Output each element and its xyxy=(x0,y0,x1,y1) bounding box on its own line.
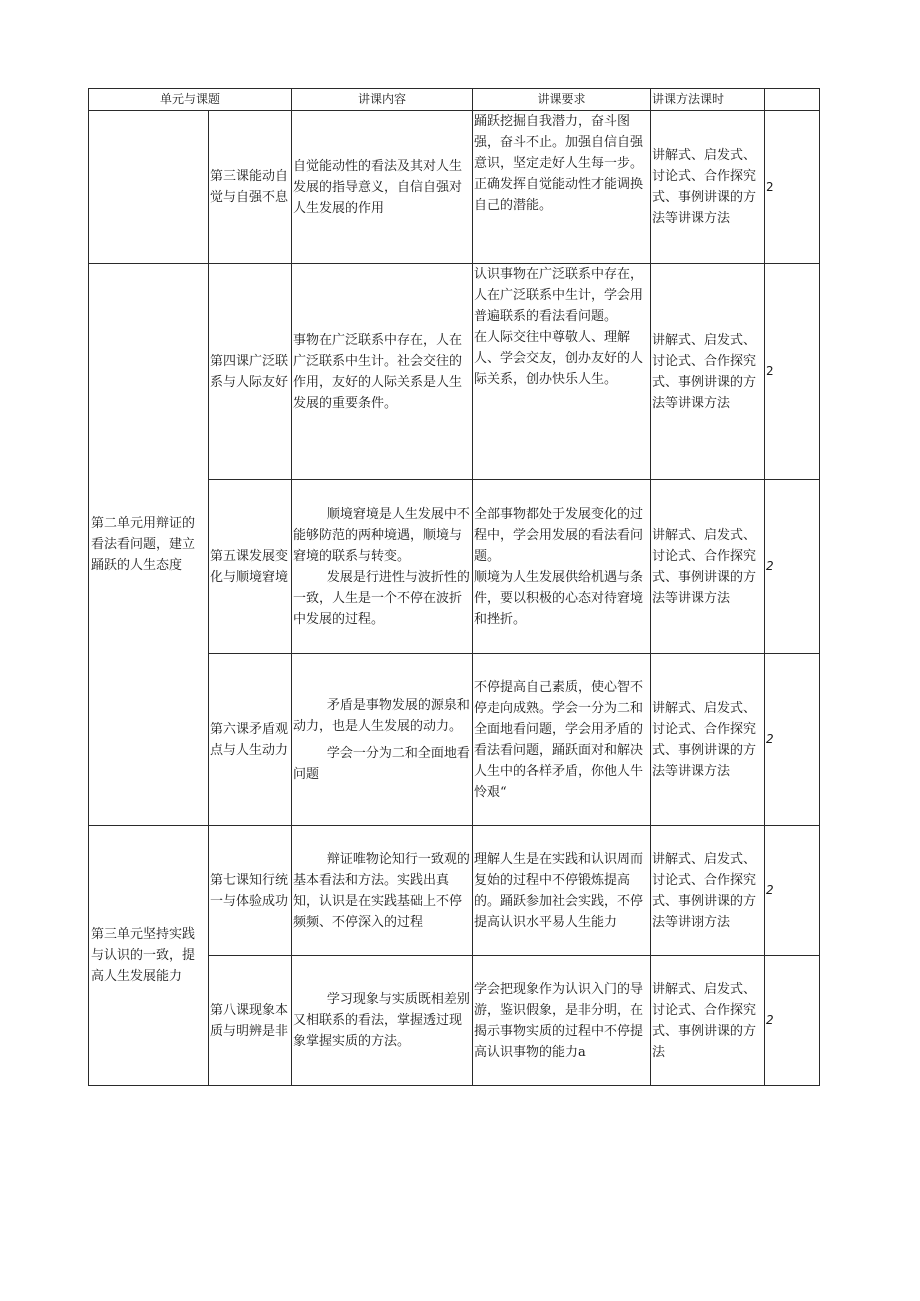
content-cell xyxy=(292,264,473,480)
hours-cell: 2 xyxy=(765,654,820,826)
requirement-paragraph: 不停提高自己素质，使心智不停走向成熟。学会一分为二和全面地看问题，学会用矛盾的看法看问题，踊跃面对和解决人生中的各样矛盾，你他人牛怜艰“ xyxy=(474,679,644,800)
content-cell xyxy=(292,480,473,654)
content-paragraph: 发展是行进性与波折性的一致，人生是一个不停在波折中发展的过程。 xyxy=(293,569,470,627)
requirement-cell xyxy=(473,654,651,826)
requirement-paragraph: 踊跃挖掘自我潜力，奋斗图强，奋斗不止。加强自信自强意识，坚定走好人生每一步。正确发挥自觉能动性才能调换自己的潜能。 xyxy=(474,114,644,213)
content-cell xyxy=(292,654,473,826)
method-cell: 讲解式、启发式、讨论式、合作探究式、事例讲课的方法等讲课方法 xyxy=(651,654,765,826)
requirement-cell xyxy=(473,956,651,1086)
lesson-title: 第六课矛盾观点与人生动力 xyxy=(209,654,292,826)
method-cell: 讲解式、启发式、讨论式、合作探究式、事例讲课的方法等讲课方法 xyxy=(651,111,765,264)
hours-cell: 2 xyxy=(765,956,820,1086)
table-row xyxy=(89,826,820,956)
hours-cell: 2 xyxy=(765,264,820,480)
content-paragraph: 辩证唯物论知行一致观的基本看法和方法。实践出真知，认识是在实践基础上不停频频、不停深入的过程 xyxy=(293,851,470,930)
header-content: 讲课内容 xyxy=(292,89,473,111)
content-cell xyxy=(292,111,473,264)
method-cell: 讲解式、启发式、讨论式、合作探究式、事例讲课的方法等讲课方法 xyxy=(651,264,765,480)
requirement-paragraph: 理解人生是在实践和认识周而复始的过程中不停锻炼提高的。踊跃参加社会实践，不停提高认识水平易人生能力 xyxy=(474,851,644,930)
header-method: 讲课方法课时 xyxy=(651,89,765,111)
content-paragraph: 学习现象与实质既相差别又相联系的看法，掌握透过现象掌握实质的方法。 xyxy=(293,992,470,1049)
lesson-title: 第四课广泛联系与人际友好 xyxy=(209,264,292,480)
requirement-paragraph: 学会把现象作为认识入门的导游，鉴识假象，是非分明，在揭示事物实质的过程中不停提高认识事物的能力a xyxy=(474,981,644,1060)
table-row xyxy=(89,264,820,480)
content-paragraph: 矛盾是事物发展的源泉和动力，也是人生发展的动力。 xyxy=(293,697,470,734)
content-paragraph: 自觉能动性的看法及其对人生发展的指导意义，自信自强对人生发展的作用 xyxy=(293,158,463,216)
method-cell: 讲解式、启发式、讨论式、合作探究式、事例讲课的方法 xyxy=(651,956,765,1086)
lesson-title: 第三课能动自觉与自强不息 xyxy=(209,111,292,264)
content-cell xyxy=(292,826,473,956)
content-cell xyxy=(292,956,473,1086)
header-row xyxy=(89,89,820,111)
syllabus-table xyxy=(88,88,820,1086)
requirement-cell xyxy=(473,826,651,956)
unit-cell-empty xyxy=(89,111,209,264)
table-row xyxy=(89,111,820,264)
hours-cell: 2 xyxy=(765,826,820,956)
requirement-paragraph: 在人际交往中尊敬人、理解人、学会交友，创办友好的人际关系，创办快乐人生。 xyxy=(474,330,644,387)
header-requirement: 讲课要求 xyxy=(473,89,651,111)
content-paragraph: 顺境窘境是人生发展中不能够防范的两种境遇，顺境与窘境的联系与转变。 xyxy=(293,506,470,564)
hours-cell: 2 xyxy=(765,480,820,654)
requirement-cell xyxy=(473,111,651,264)
content-paragraph: 事物在广泛联系中存在，人在广泛联系中生计。社会交往的作用，友好的人际关系是人生发展的重要条件。 xyxy=(293,332,463,411)
unit-title: 第二单元用辩证的看法看问题，建立踊跃的人生态度 xyxy=(89,264,209,826)
method-cell: 讲解式、启发式、讨论式、合作探究式、事例讲课的方法等讲诩方法 xyxy=(651,826,765,956)
unit-title: 第三单元坚持实践与认识的一致，提高人生发展能力 xyxy=(89,826,209,1086)
requirement-cell xyxy=(473,480,651,654)
requirement-paragraph: 顺境为人生发展供给机遇与条件，要以积极的心态对待窘境和挫折。 xyxy=(474,569,644,627)
header-unit: 单元与课题 xyxy=(89,89,292,111)
hours-cell: 2 xyxy=(765,111,820,264)
lesson-title: 第五课发展变化与顺境窘境 xyxy=(209,480,292,654)
method-cell: 讲解式、启发式、讨论式、合作探究式、事例讲课的方法等讲课方法 xyxy=(651,480,765,654)
header-hours xyxy=(765,89,820,111)
requirement-cell xyxy=(473,264,651,480)
content-paragraph: 学会一分为二和全面地看问题 xyxy=(293,745,470,782)
syllabus-document xyxy=(88,88,820,1086)
requirement-paragraph: 认识事物在广泛联系中存在，人在广泛联系中生计，学会用普遍联系的看法看问题。 xyxy=(474,267,644,324)
lesson-title: 第七课知行统一与体验成功 xyxy=(209,826,292,956)
requirement-paragraph: 全部事物都处于发展变化的过程中，学会用发展的看法看问题。 xyxy=(474,506,644,564)
lesson-title: 第八课现象本质与明辨是非 xyxy=(209,956,292,1086)
